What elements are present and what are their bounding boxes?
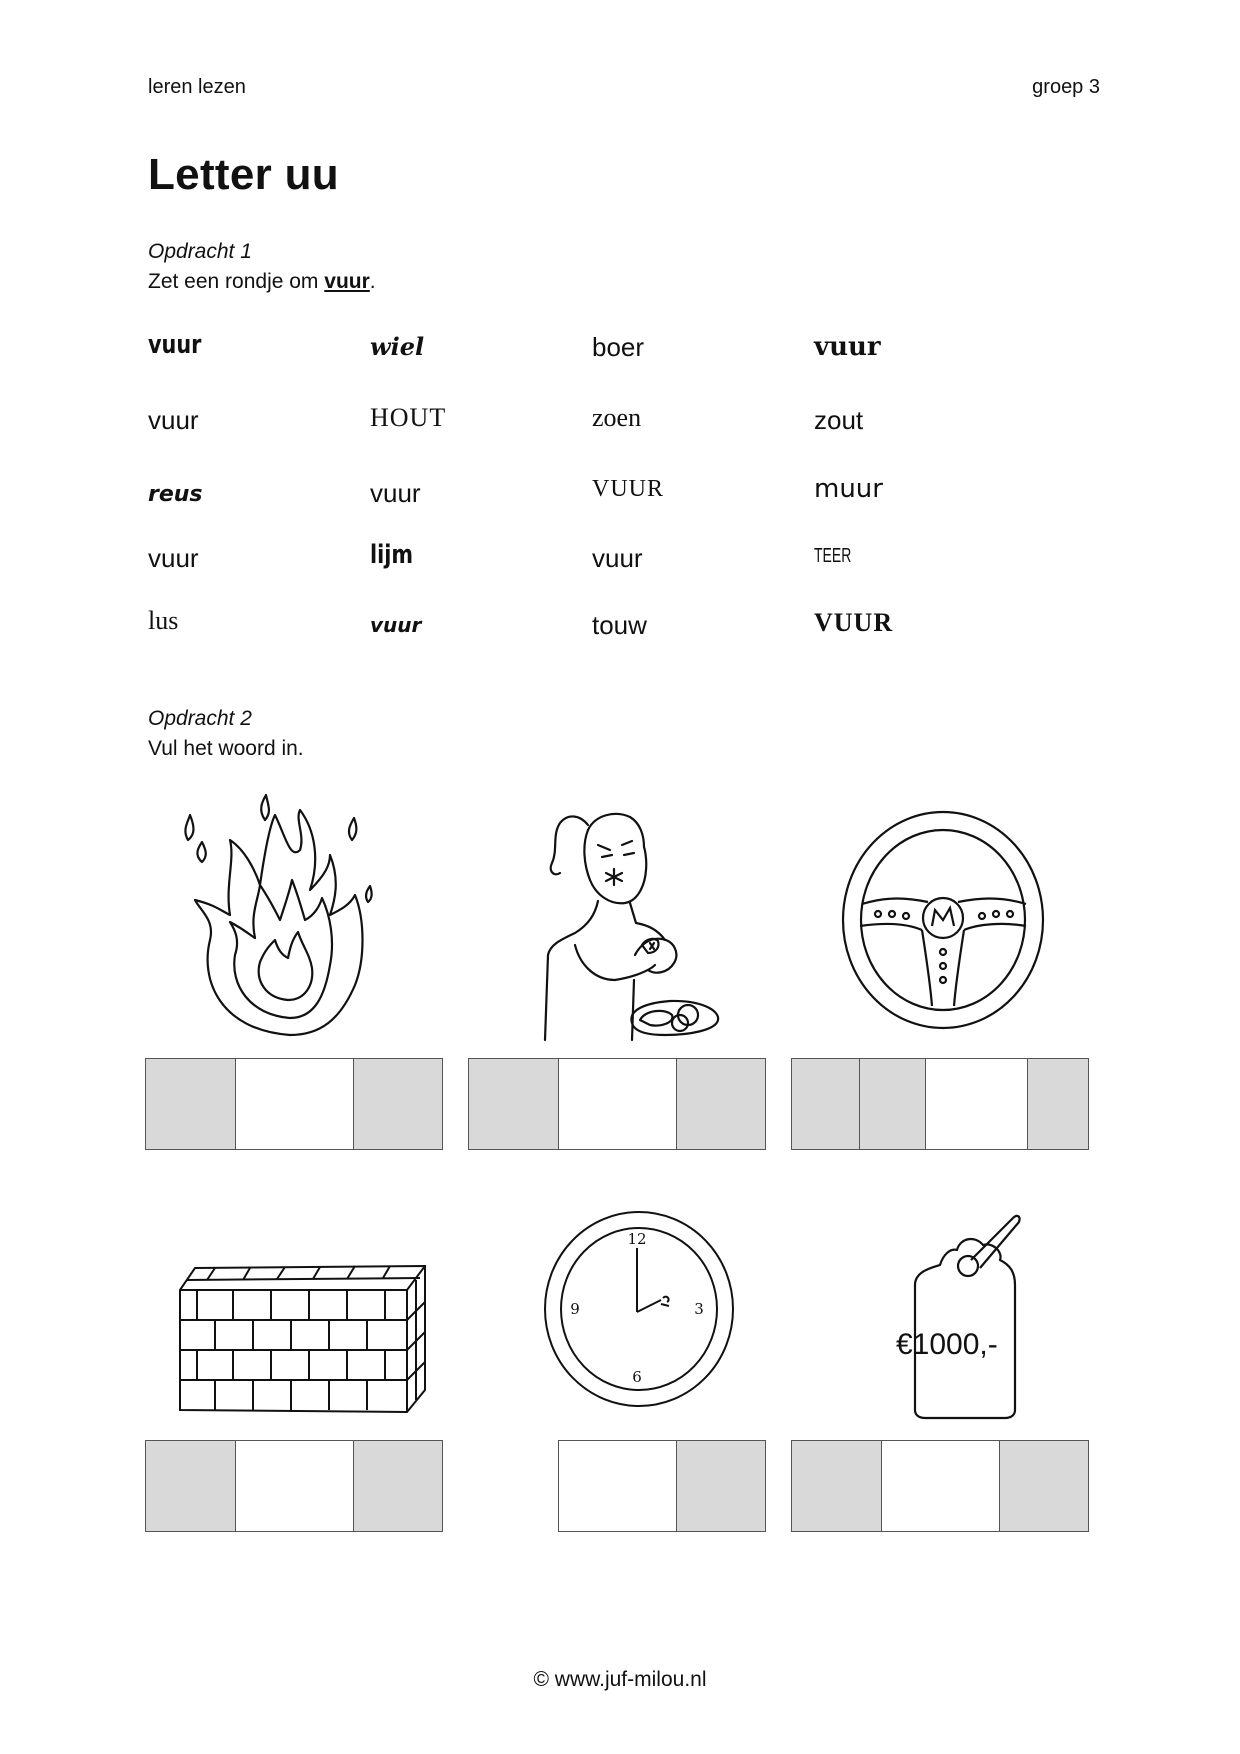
word-cell[interactable]: vuur	[592, 543, 643, 573]
letter-box[interactable]	[792, 1059, 860, 1149]
word-cell[interactable]: VUUR	[592, 476, 665, 502]
target-word: vuur	[324, 270, 370, 293]
letter-box[interactable]	[146, 1059, 236, 1149]
girl-tasting-sour-icon	[540, 805, 730, 1040]
word-cell[interactable]: lus	[148, 606, 179, 635]
answer-boxes-sour	[468, 1058, 766, 1150]
clock-numeral-3: 3	[694, 1300, 704, 1318]
word-cell[interactable]: touw	[592, 610, 647, 640]
fire-icon	[180, 790, 400, 1040]
letter-box[interactable]	[146, 1441, 236, 1531]
letter-box[interactable]	[677, 1441, 765, 1531]
opdracht1-instruction	[148, 270, 376, 294]
word-cell[interactable]: TEER	[814, 545, 852, 567]
opdracht2-label: Opdracht 2	[148, 707, 252, 730]
word-cell[interactable]: VUUR	[814, 608, 894, 637]
answer-boxes-price	[791, 1440, 1089, 1532]
opdracht1-label: Opdracht 1	[148, 240, 252, 263]
opdracht2-instruction: Vul het woord in.	[148, 737, 304, 760]
price-tag-text: €1000,-	[896, 1328, 998, 1361]
word-cell[interactable]: reus	[148, 482, 203, 507]
word-cell[interactable]: boer	[592, 332, 645, 362]
clock-icon	[543, 1210, 735, 1408]
header-right: groep 3	[1032, 76, 1100, 98]
answer-boxes-wall	[145, 1440, 443, 1532]
letter-box[interactable]	[1028, 1059, 1088, 1149]
page-title: Letter uu	[148, 150, 339, 199]
answer-boxes-clock	[558, 1440, 766, 1532]
letter-box[interactable]	[354, 1059, 442, 1149]
word-cell[interactable]: vuur	[148, 543, 199, 573]
word-cell[interactable]: muur	[814, 474, 883, 504]
answer-boxes-steering-wheel	[791, 1058, 1089, 1150]
clock-numeral-9: 9	[570, 1300, 580, 1318]
letter-box[interactable]	[354, 1441, 442, 1531]
letter-box[interactable]	[882, 1441, 1000, 1531]
letter-box[interactable]	[236, 1441, 354, 1531]
clock-numeral-12: 12	[627, 1230, 647, 1248]
letter-box[interactable]	[1000, 1441, 1088, 1531]
letter-box[interactable]	[559, 1059, 677, 1149]
letter-box[interactable]	[860, 1059, 926, 1149]
word-cell[interactable]: zoen	[592, 403, 642, 432]
word-cell[interactable]: zout	[814, 405, 864, 435]
instruction-period: .	[369, 270, 376, 293]
word-cell[interactable]: wiel	[370, 332, 425, 361]
word-cell[interactable]: vuur	[148, 405, 199, 435]
clock-numeral-6: 6	[632, 1368, 642, 1386]
letter-box[interactable]	[236, 1059, 354, 1149]
letter-box[interactable]	[792, 1441, 882, 1531]
word-cell[interactable]: HOUT	[370, 403, 447, 432]
instruction-text: Zet een rondje om	[148, 270, 325, 293]
footer-copyright: © www.juf-milou.nl	[533, 1668, 707, 1691]
letter-box[interactable]	[469, 1059, 559, 1149]
steering-wheel-icon	[838, 806, 1048, 1034]
word-cell[interactable]: vuur	[370, 613, 422, 637]
letter-box[interactable]	[559, 1441, 677, 1531]
word-cell[interactable]: vuur	[370, 478, 421, 508]
word-cell[interactable]: vuur	[148, 330, 202, 360]
letter-box[interactable]	[677, 1059, 765, 1149]
word-cell[interactable]: vuur	[814, 332, 881, 362]
letter-box[interactable]	[926, 1059, 1028, 1149]
price-tag-icon	[895, 1210, 1045, 1420]
answer-boxes-fire	[145, 1058, 443, 1150]
header-left: leren lezen	[148, 76, 246, 98]
word-cell[interactable]: lijm	[370, 540, 414, 570]
brick-wall-icon	[175, 1260, 430, 1415]
